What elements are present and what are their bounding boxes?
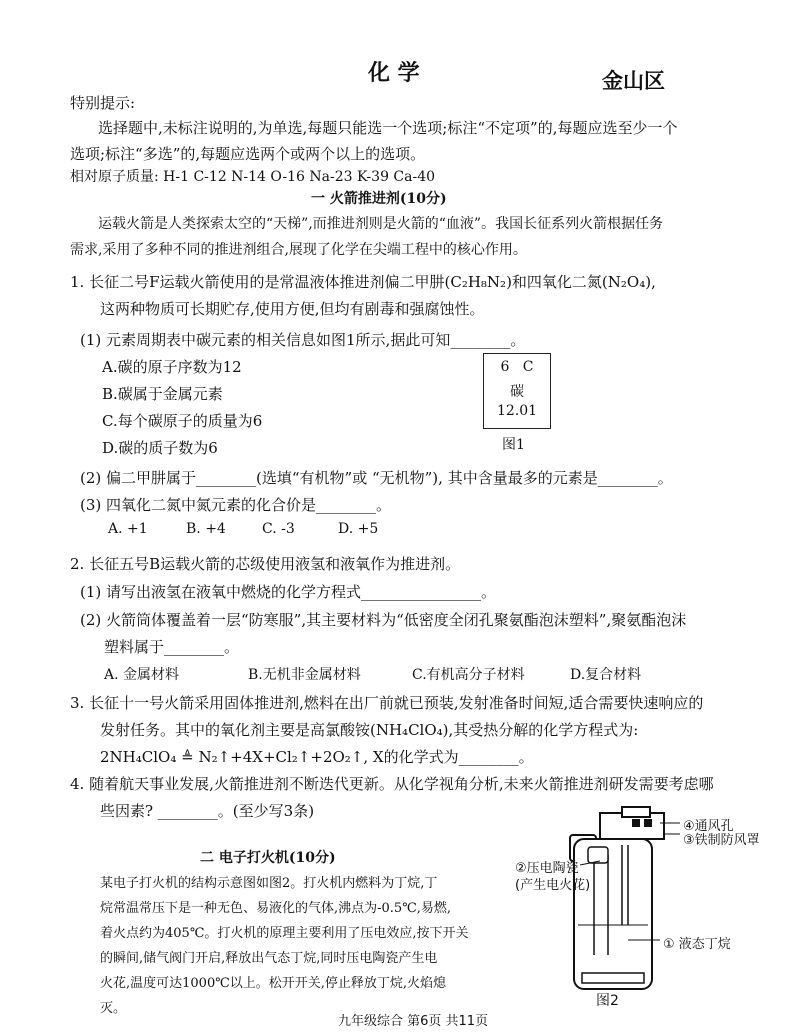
element-name: 碳 <box>510 384 524 400</box>
label-spark: (产生电火花) <box>515 878 591 893</box>
label-piezo-ceramic: ②压电陶瓷 <box>515 861 579 876</box>
section-2-para-3: 着火点约为405℃。打火机的原理主要利用了压电效应,按下开关 <box>100 926 469 941</box>
question-1-3: (3) 四氧化二氮中氮元素的化合价是________。 <box>80 496 392 514</box>
option-2-2-d: D.复合材料 <box>570 667 642 683</box>
option-2-2-b: B.无机非金属材料 <box>248 667 361 683</box>
label-vent-hole: ④通风孔 <box>683 819 734 834</box>
section-1-title: 一 火箭推进剂(10分) <box>311 191 447 207</box>
option-1-3-b: B. +4 <box>186 521 226 537</box>
section-2-para-1: 某电子打火机的结构示意图如图2。打火机内燃料为丁烷,丁 <box>100 876 438 891</box>
option-2-2-a: A. 金属材料 <box>104 667 180 683</box>
question-4-line-2: 些因素? ________。(至少写3条) <box>100 802 315 820</box>
element-symbol: C <box>522 359 534 375</box>
notice-line-2: 选项;标注“多选”的,每题应选两个或两个以上的选项。 <box>70 145 426 163</box>
question-2-2-line-2: 塑料属于________。 <box>104 638 240 656</box>
figure-1-caption: 图1 <box>502 437 525 453</box>
section-2-para-6: 灭。 <box>100 1001 127 1016</box>
question-3-equation: 2NH₄ClO₄ ≜ N₂↑+4X+Cl₂↑+2O₂↑, X的化学式为________。 <box>100 748 534 766</box>
section-2-title: 二 电子打火机(10分) <box>200 850 336 866</box>
lighter-diagram <box>560 805 800 1005</box>
question-4-line-1: 4. 随着航天事业发展,火箭推进剂不断迭代更新。从化学视角分析,未来火箭推进剂研发需要考虑哪 <box>70 775 714 793</box>
option-1-3-a: A. +1 <box>108 521 148 537</box>
section-1-intro-2: 需求,采用了多种不同的推进剂组合,展现了化学在尖端工程中的核心作用。 <box>70 242 527 258</box>
section-2-para-5: 火花,温度可达1000℃以上。松开开关,停止释放丁烷,火焰熄 <box>100 976 447 991</box>
piezo-ceramic-shape <box>588 847 608 863</box>
lighter-body <box>574 839 652 989</box>
option-2-2-c: C.有机高分子材料 <box>412 667 525 683</box>
section-2-para-2: 烷常温常压下是一种无色、易液化的气体,沸点为-0.5℃,易燃, <box>100 901 452 916</box>
question-1-line-2: 这两种物质可长期贮存,使用方便,但均有剧毒和强腐蚀性。 <box>100 300 485 318</box>
question-3-line-1: 3. 长征十一号火箭采用固体推进剂,燃料在出厂前就已预装,发射准备时间短,适合需要快速响应的 <box>70 694 704 712</box>
question-1-line-1: 1. 长征二号F运载火箭使用的是常温液体推进剂偏二甲肼(C₂H₈N₂)和四氧化二氮(N₂O₄), <box>70 273 656 291</box>
atomic-number: 6 <box>500 359 510 375</box>
page-title: 化 学 <box>368 60 420 86</box>
figure-2-caption: 图2 <box>596 993 619 1009</box>
option-1-1-b: B.碳属于金属元素 <box>102 385 223 403</box>
question-1-2: (2) 偏二甲肼属于________(选填“有机物”或 “无机物”), 其中含量最多的元素是________。 <box>80 469 673 487</box>
label-wind-guard: ③铁制防风罩 <box>683 833 760 848</box>
carbon-element-cell <box>483 353 551 429</box>
section-1-intro-1: 运载火箭是人类探索太空的“天梯”,而推进剂则是火箭的“血液”。我国长征系列火箭根据任务 <box>98 216 664 232</box>
question-3-line-2: 发射任务。其中的氧化剂主要是高氯酸铵(NH₄ClO₄),其受热分解的化学方程式为: <box>100 721 639 739</box>
question-2: 2. 长征五号B运载火箭的芯级使用液氢和液氧作为推进剂。 <box>70 555 461 573</box>
label-liquid-butane: ① 液态丁烷 <box>663 937 731 952</box>
atomic-mass: 12.01 <box>496 403 538 419</box>
question-2-2-line-1: (2) 火箭筒体覆盖着一层“防寒服”,其主要材料为“低密度全闭孔聚氨酯泡沫塑料”,聚氨酯泡沫 <box>80 611 687 629</box>
notice-title: 特别提示: <box>70 94 136 112</box>
question-1-1: (1) 元素周期表中碳元素的相关信息如图1所示,据此可知________。 <box>80 331 526 349</box>
section-2-para-4: 的瞬间,储气阀门开启,释放出气态丁烷,同时压电陶瓷产生电 <box>100 951 438 966</box>
option-1-1-c: C.每个碳原子的质量为6 <box>102 412 263 430</box>
notice-line-1: 选择题中,未标注说明的,为单选,每题只能选一个选项;标注“不定项”的,每题应选至少一个 <box>98 119 678 137</box>
option-1-1-d: D.碳的质子数为6 <box>102 439 218 457</box>
option-1-3-c: C. -3 <box>262 521 295 537</box>
atomic-masses: 相对原子质量: H-1 C-12 N-14 O-16 Na-23 K-39 Ca-40 <box>70 169 436 185</box>
question-2-1: (1) 请写出液氢在液氧中燃烧的化学方程式________________。 <box>80 583 497 601</box>
option-1-3-d: D. +5 <box>338 521 379 537</box>
page-footer: 九年级综合 第6页 共11页 <box>338 1014 489 1029</box>
district-label: 金山区 <box>602 69 665 93</box>
option-1-1-a: A.碳的原子序数为12 <box>102 358 242 376</box>
